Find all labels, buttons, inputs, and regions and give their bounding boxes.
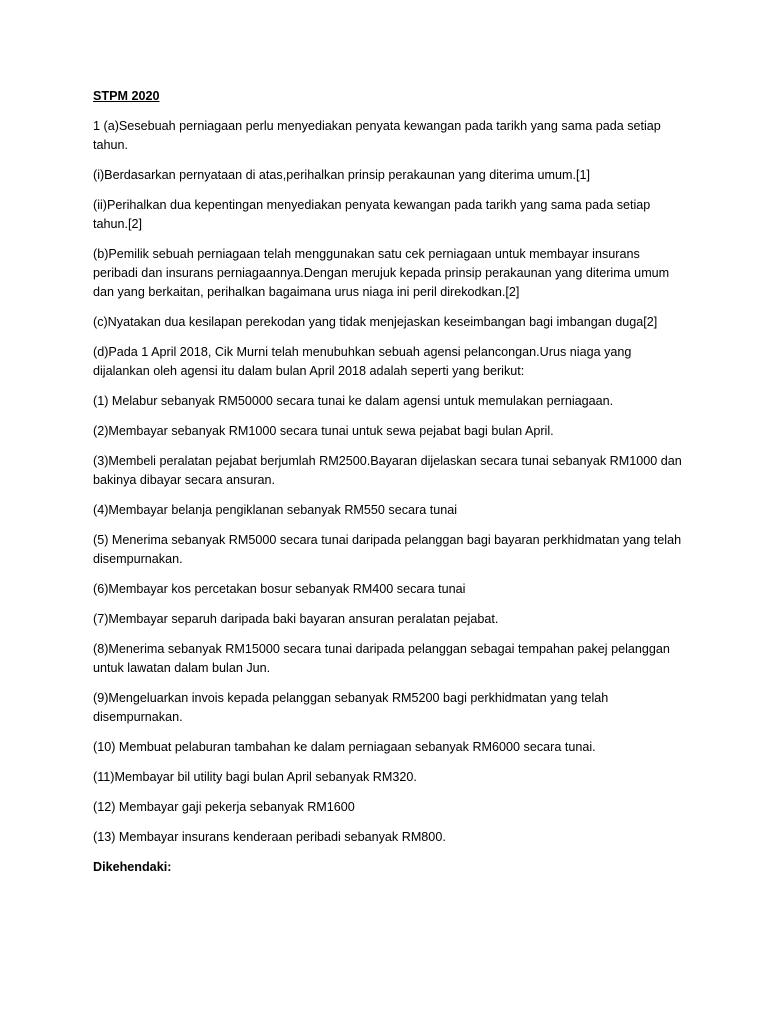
document-body — [93, 87, 683, 877]
transaction-item-2: (2)Membayar sebanyak RM1000 secara tunai untuk sewa pejabat bagi bulan April. — [93, 424, 554, 438]
paragraph-1d: (d)Pada 1 April 2018, Cik Murni telah menubuhkan sebuah agensi pelancongan.Urus niaga yang dijalankan oleh agensi itu dalam bulan April 2018 adalah seperti yang berikut: — [93, 345, 632, 378]
paragraph-1b: (b)Pemilik sebuah perniagaan telah menggunakan satu cek perniagaan untuk membayar insurans peribadi dan insurans perniagaannya.Dengan merujuk kepada prinsip perakaunan yang diterima umum dan yang berkaitan, perihalkan bagaimana urus niaga ini peril direkodkan.[2] — [93, 247, 670, 299]
transaction-item-7: (7)Membayar separuh daripada baki bayaran ansuran peralatan pejabat. — [93, 612, 499, 626]
transaction-item-13: (13) Membayar insurans kenderaan peribadi sebanyak RM800. — [93, 830, 446, 844]
paragraph-1a: 1 (a)Sesebuah perniagaan perlu menyediakan penyata kewangan pada tarikh yang sama pada setiap tahun. — [93, 119, 661, 152]
transaction-item-6: (6)Membayar kos percetakan bosur sebanyak RM400 secara tunai — [93, 582, 466, 596]
required-heading: Dikehendaki: — [93, 860, 172, 874]
transaction-item-9: (9)Mengeluarkan invois kepada pelanggan sebanyak RM5200 bagi perkhidmatan yang telah disempurnakan. — [93, 691, 609, 724]
transaction-item-3: (3)Membeli peralatan pejabat berjumlah RM2500.Bayaran dijelaskan secara tunai sebanyak RM1000 dan bakinya dibayar secara ansuran. — [93, 454, 682, 487]
paragraph-1a-i: (i)Berdasarkan pernyataan di atas,perihalkan prinsip perakaunan yang diterima umum.[1] — [93, 168, 591, 182]
transaction-item-8: (8)Menerima sebanyak RM15000 secara tunai daripada pelanggan sebagai tempahan pakej pelanggan untuk lawatan dalam bulan Jun. — [93, 642, 670, 675]
transaction-item-1: (1) Melabur sebanyak RM50000 secara tunai ke dalam agensi untuk memulakan perniagaan. — [93, 394, 614, 408]
paragraph-1c: (c)Nyatakan dua kesilapan perekodan yang tidak menjejaskan keseimbangan bagi imbangan duga[2] — [93, 315, 658, 329]
document-title: STPM 2020 — [93, 89, 160, 103]
paragraph-1a-ii: (ii)Perihalkan dua kepentingan menyediakan penyata kewangan pada tarikh yang sama pada setiap tahun.[2] — [93, 198, 651, 231]
transaction-item-10: (10) Membuat pelaburan tambahan ke dalam perniagaan sebanyak RM6000 secara tunai. — [93, 740, 596, 754]
transaction-item-5: (5) Menerima sebanyak RM5000 secara tunai daripada pelanggan bagi bayaran perkhidmatan yang telah disempurnakan. — [93, 533, 682, 566]
transaction-item-12: (12) Membayar gaji pekerja sebanyak RM1600 — [93, 800, 355, 814]
transaction-item-11: (11)Membayar bil utility bagi bulan April sebanyak RM320. — [93, 770, 417, 784]
transaction-item-4: (4)Membayar belanja pengiklanan sebanyak RM550 secara tunai — [93, 503, 458, 517]
